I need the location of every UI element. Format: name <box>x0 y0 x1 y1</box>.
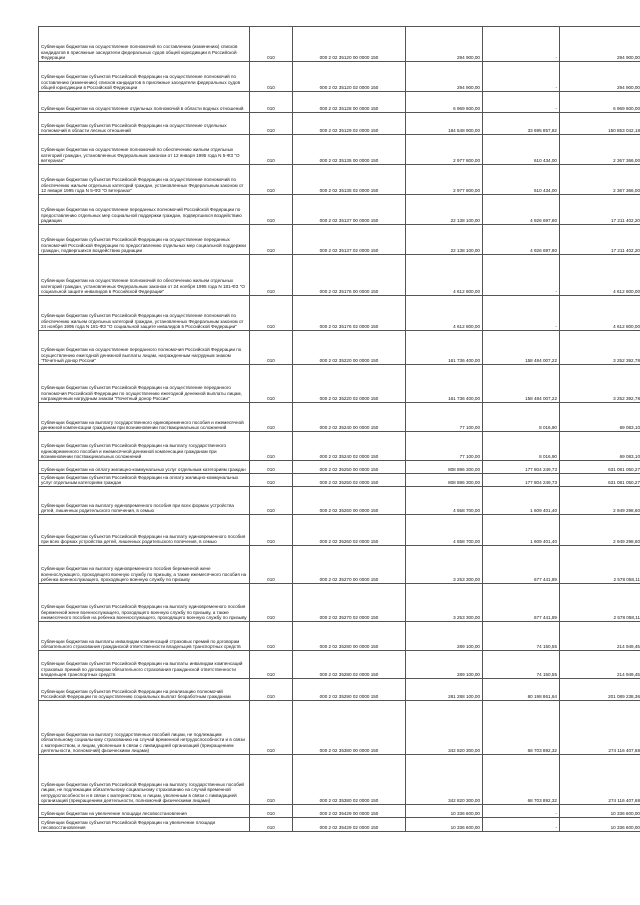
row-executed-cell: 610 434,00 <box>483 165 560 195</box>
row-code-cell: 010 <box>250 584 293 622</box>
row-name-cell: Субвенции бюджетам субъектов Российской Федерации на осуществление полномочий по обеспечению жильем отдельных категорий граждан, установленных Федеральным законом от 24 ноября 1995 года N 181-ФЗ "О социальной защите инвалидов в Российской Федерации" <box>39 296 250 331</box>
table-row <box>39 805 640 818</box>
table-row <box>39 651 640 679</box>
row-remainder-cell: 6 969 600,00 <box>560 92 640 113</box>
row-executed-cell: - <box>483 296 560 331</box>
row-kbk-cell: 000 2 02 35250 02 0000 150 <box>293 474 406 487</box>
row-code-cell: 010 <box>250 701 293 755</box>
row-approved-cell: 294 900,00 <box>406 62 483 92</box>
row-code-cell: 010 <box>250 165 293 195</box>
row-kbk-cell: 000 2 02 35176 00 0000 150 <box>293 255 406 296</box>
row-executed-cell: - <box>483 805 560 818</box>
row-remainder-cell: 69 083,10 <box>560 432 640 461</box>
table-row <box>39 755 640 805</box>
row-executed-cell: - <box>483 27 560 62</box>
row-approved-cell: 10 336 600,00 <box>406 818 483 832</box>
row-approved-cell: 294 900,00 <box>406 27 483 62</box>
row-kbk-cell: 000 2 02 35250 00 0000 150 <box>293 461 406 474</box>
row-approved-cell: 808 886 300,00 <box>406 474 483 487</box>
row-remainder-cell: 4 612 800,00 <box>560 296 640 331</box>
row-approved-cell: 342 820 300,00 <box>406 701 483 755</box>
table-row <box>39 331 640 365</box>
row-executed-cell: 4 926 697,80 <box>483 195 560 225</box>
table-row <box>39 296 640 331</box>
row-name-cell: Субвенции бюджетам субъектов Российской Федерации на увеличение площади лесовосстановления <box>39 818 250 832</box>
row-approved-cell: 10 336 600,00 <box>406 805 483 818</box>
row-approved-cell: 184 548 900,00 <box>406 113 483 135</box>
row-remainder-cell: 274 116 407,68 <box>560 701 640 755</box>
row-remainder-cell: 150 853 042,18 <box>560 113 640 135</box>
row-code-cell: 010 <box>250 331 293 365</box>
row-code-cell: 010 <box>250 225 293 255</box>
row-approved-cell: 22 138 100,00 <box>406 195 483 225</box>
row-approved-cell: 4 558 700,00 <box>406 515 483 546</box>
row-executed-cell: 80 198 861,64 <box>483 679 560 701</box>
row-kbk-cell: 000 2 02 35137 00 0000 150 <box>293 195 406 225</box>
row-code-cell: 010 <box>250 432 293 461</box>
row-remainder-cell: 17 211 402,20 <box>560 225 640 255</box>
row-kbk-cell: 000 2 02 35135 00 0000 150 <box>293 135 406 165</box>
row-kbk-cell: 000 2 02 35220 00 0000 150 <box>293 331 406 365</box>
budget-execution-table <box>38 26 640 832</box>
row-name-cell: Субвенции бюджетам на осуществление переданных полномочий Российской Федерации по предоставлению отдельных мер социальной поддержки граждан, подвергшихся воздействию радиации <box>39 195 250 225</box>
row-executed-cell: 74 150,55 <box>483 622 560 651</box>
row-approved-cell: 22 138 100,00 <box>406 225 483 255</box>
table-row <box>39 584 640 622</box>
row-remainder-cell: 2 367 366,00 <box>560 135 640 165</box>
table-row <box>39 515 640 546</box>
row-remainder-cell: 3 252 392,78 <box>560 365 640 403</box>
row-name-cell: Субвенции бюджетам субъектов Российской Федерации на выплаты инвалидам компенсаций страховых премий по договорам обязательного страхования гражданской ответственности владельцев транспортных средств <box>39 651 250 679</box>
row-kbk-cell: 000 2 02 35120 00 0000 150 <box>293 27 406 62</box>
row-code-cell: 010 <box>250 622 293 651</box>
row-code-cell: 010 <box>250 296 293 331</box>
table-row <box>39 679 640 701</box>
row-remainder-cell: 2 949 298,60 <box>560 515 640 546</box>
row-code-cell: 010 <box>250 403 293 432</box>
row-remainder-cell: 214 949,45 <box>560 651 640 679</box>
row-approved-cell: 77 100,00 <box>406 432 483 461</box>
row-name-cell: Субвенции бюджетам на выплату единовременного пособия при всех формах устройства детей, лишенных родительского попечения, в семью <box>39 487 250 515</box>
row-name-cell: Субвенции бюджетам на осуществление полномочий по составлению (изменению) списков кандидатов в присяжные заседатели федеральных судов общей юрисдикции в Российской Федерации <box>39 27 250 62</box>
row-kbk-cell: 000 2 02 35120 02 0000 150 <box>293 62 406 92</box>
table-row <box>39 487 640 515</box>
row-executed-cell: - <box>483 818 560 832</box>
row-executed-cell: 68 703 892,32 <box>483 701 560 755</box>
row-remainder-cell: 201 089 238,36 <box>560 679 640 701</box>
row-code-cell: 010 <box>250 62 293 92</box>
row-code-cell: 010 <box>250 195 293 225</box>
row-kbk-cell: 000 2 02 35137 02 0000 150 <box>293 225 406 255</box>
row-executed-cell: - <box>483 92 560 113</box>
row-code-cell: 010 <box>250 487 293 515</box>
table-body <box>39 27 640 832</box>
row-executed-cell: 177 804 249,73 <box>483 461 560 474</box>
row-kbk-cell: 000 2 02 35240 02 0000 150 <box>293 432 406 461</box>
row-kbk-cell: 000 2 02 35280 00 0000 150 <box>293 622 406 651</box>
row-kbk-cell: 000 2 02 35135 02 0000 150 <box>293 165 406 195</box>
row-code-cell: 010 <box>250 113 293 135</box>
row-approved-cell: 281 288 100,00 <box>406 679 483 701</box>
row-approved-cell: 289 100,00 <box>406 622 483 651</box>
row-kbk-cell: 000 2 02 35128 00 0000 150 <box>293 92 406 113</box>
row-remainder-cell: 214 949,45 <box>560 622 640 651</box>
row-remainder-cell: 294 900,00 <box>560 27 640 62</box>
table-row <box>39 135 640 165</box>
row-code-cell: 010 <box>250 546 293 584</box>
table-row <box>39 403 640 432</box>
row-name-cell: Субвенции бюджетам субъектов Российской Федерации на оплату жилищно-коммунальных услуг отдельным категориям граждан <box>39 474 250 487</box>
table-row <box>39 165 640 195</box>
row-name-cell: Субвенции бюджетам субъектов Российской Федерации на выплату единовременного пособия при всех формах устройства детей, лишенных родительского попечения, в семью <box>39 515 250 546</box>
row-name-cell: Субвенции бюджетам субъектов Российской Федерации на осуществление переданных полномочий Российской Федерации по предоставлению отдельных мер социальной поддержки граждан, подвергшихся воздействию радиации <box>39 225 250 255</box>
row-kbk-cell: 000 2 02 35240 00 0000 150 <box>293 403 406 432</box>
row-name-cell: Субвенции бюджетам на осуществление отдельных полномочий в области водных отношений <box>39 92 250 113</box>
row-remainder-cell: 4 612 800,00 <box>560 255 640 296</box>
table-row <box>39 432 640 461</box>
row-approved-cell: 4 612 800,00 <box>406 296 483 331</box>
row-approved-cell: 161 736 400,00 <box>406 331 483 365</box>
row-code-cell: 010 <box>250 651 293 679</box>
row-name-cell: Субвенции бюджетам на выплату государственных пособий лицам, не подлежащим обязательному социальному страхованию на случай временной нетрудоспособности и в связи с материнством, и лицам, уволенным в связи с ликвидацией организаций (прекращением деятельности, полномочий) физическими лицами) <box>39 701 250 755</box>
row-kbk-cell: 000 2 02 35429 00 0000 150 <box>293 805 406 818</box>
row-executed-cell: 1 609 401,40 <box>483 515 560 546</box>
row-executed-cell: 158 484 007,22 <box>483 365 560 403</box>
row-name-cell: Субвенции бюджетам субъектов Российской Федерации на выплату единовременного пособия беременной жене военнослужащего, проходящего военную службу по призыву, а также ежемесячного пособия на ребенка военнослужащего, проходящего военную службу по призыву <box>39 584 250 622</box>
table-row <box>39 474 640 487</box>
row-approved-cell: 4 612 800,00 <box>406 255 483 296</box>
row-remainder-cell: 274 116 407,68 <box>560 755 640 805</box>
row-code-cell: 010 <box>250 818 293 832</box>
row-remainder-cell: 17 211 402,20 <box>560 195 640 225</box>
row-code-cell: 010 <box>250 755 293 805</box>
row-kbk-cell: 000 2 02 35129 02 0000 150 <box>293 113 406 135</box>
row-remainder-cell: 2 949 298,60 <box>560 487 640 515</box>
row-name-cell: Субвенции бюджетам на выплату единовременного пособия беременной жене военнослужащего, проходящего военную службу по призыву, а также ежемесячного пособия на ребенка военнослужащего, проходящего военную службу по призыву <box>39 546 250 584</box>
row-kbk-cell: 000 2 02 35380 02 0000 150 <box>293 755 406 805</box>
row-kbk-cell: 000 2 02 35290 02 0000 150 <box>293 679 406 701</box>
row-kbk-cell: 000 2 02 35429 02 0000 150 <box>293 818 406 832</box>
table-row <box>39 113 640 135</box>
row-code-cell: 010 <box>250 255 293 296</box>
row-remainder-cell: 69 083,10 <box>560 403 640 432</box>
row-name-cell: Субвенции бюджетам на оплату жилищно-коммунальных услуг отдельным категориям граждан <box>39 461 250 474</box>
row-code-cell: 010 <box>250 461 293 474</box>
row-name-cell: Субвенции бюджетам на осуществление полномочий по обеспечению жильем отдельных категорий граждан, установленных Федеральным законом от 12 января 1995 года N 5-ФЗ "О ветеранах" <box>39 135 250 165</box>
row-approved-cell: 77 100,00 <box>406 403 483 432</box>
table-row <box>39 195 640 225</box>
row-name-cell: Субвенции бюджетам субъектов Российской Федерации на осуществление переданного полномочия Российской Федерации по осуществлению ежегодной денежной выплаты лицам, награжденным нагрудным знаком "Почетный донор России" <box>39 365 250 403</box>
row-kbk-cell: 000 2 02 35220 02 0000 150 <box>293 365 406 403</box>
row-approved-cell: 6 969 600,00 <box>406 92 483 113</box>
row-executed-cell: 8 016,90 <box>483 432 560 461</box>
table-row <box>39 622 640 651</box>
row-executed-cell: - <box>483 255 560 296</box>
row-remainder-cell: 10 336 600,00 <box>560 818 640 832</box>
row-code-cell: 010 <box>250 805 293 818</box>
row-name-cell: Субвенции бюджетам субъектов Российской Федерации на осуществление отдельных полномочий в области лесных отношений <box>39 113 250 135</box>
table-row <box>39 255 640 296</box>
row-name-cell: Субвенции бюджетам субъектов Российской Федерации на реализацию полномочий Российской Федерации по осуществлению социальных выплат безработным гражданам <box>39 679 250 701</box>
table-row <box>39 62 640 92</box>
table-row <box>39 225 640 255</box>
row-remainder-cell: 10 336 600,00 <box>560 805 640 818</box>
row-executed-cell: 8 016,90 <box>483 403 560 432</box>
row-code-cell: 010 <box>250 92 293 113</box>
table-row <box>39 546 640 584</box>
row-remainder-cell: 631 081 050,27 <box>560 474 640 487</box>
table-row <box>39 818 640 832</box>
row-remainder-cell: 2 367 366,00 <box>560 165 640 195</box>
row-code-cell: 010 <box>250 474 293 487</box>
row-executed-cell: 677 441,89 <box>483 546 560 584</box>
row-approved-cell: 3 253 300,00 <box>406 546 483 584</box>
row-executed-cell: 33 695 857,82 <box>483 113 560 135</box>
row-name-cell: Субвенции бюджетам субъектов Российской Федерации на выплату государственных пособий лицам, не подлежащим обязательному социальному страхованию на случай временной нетрудоспособности и в связи с материнством, и лицам, уволенным в связи с ликвидацией организаций (прекращением деятельности, полномочий физическими лицами) <box>39 755 250 805</box>
table-row <box>39 27 640 62</box>
row-approved-cell: 808 886 300,00 <box>406 461 483 474</box>
row-approved-cell: 161 736 400,00 <box>406 365 483 403</box>
row-executed-cell: 610 434,00 <box>483 135 560 165</box>
row-executed-cell: 4 926 697,80 <box>483 225 560 255</box>
row-name-cell: Субвенции бюджетам субъектов Российской Федерации на выплату государственного единовременного пособия и ежемесячной денежной компенсации гражданам при возникновении поствакцинальных осложнений <box>39 432 250 461</box>
row-kbk-cell: 000 2 02 35280 02 0000 150 <box>293 651 406 679</box>
row-kbk-cell: 000 2 02 35380 00 0000 150 <box>293 701 406 755</box>
row-approved-cell: 2 977 800,00 <box>406 165 483 195</box>
row-kbk-cell: 000 2 02 35176 02 0000 150 <box>293 296 406 331</box>
row-executed-cell: 177 804 249,73 <box>483 474 560 487</box>
table-row <box>39 701 640 755</box>
row-approved-cell: 342 820 300,00 <box>406 755 483 805</box>
row-name-cell: Субвенции бюджетам на осуществление полномочий по обеспечению жильем отдельных категорий граждан, установленных Федеральным законом от 24 ноября 1995 года N 181-ФЗ "О социальной защите инвалидов в Российской Федерации" <box>39 255 250 296</box>
row-code-cell: 010 <box>250 27 293 62</box>
row-approved-cell: 2 977 800,00 <box>406 135 483 165</box>
row-name-cell: Субвенции бюджетам субъектов Российской Федерации на осуществление полномочий по обеспечению жильем отдельных категорий граждан, установленных Федеральным законом от 12 января 1995 года N 5-ФЗ "О ветеранах" <box>39 165 250 195</box>
row-executed-cell: - <box>483 62 560 92</box>
row-kbk-cell: 000 2 02 35260 00 0000 150 <box>293 487 406 515</box>
row-code-cell: 010 <box>250 365 293 403</box>
row-approved-cell: 289 100,00 <box>406 651 483 679</box>
row-executed-cell: 1 609 401,40 <box>483 487 560 515</box>
row-name-cell: Субвенции бюджетам субъектов Российской Федерации на осуществление полномочий по составлению (изменению) списков кандидатов в присяжные заседатели федеральных судов общей юрисдикции в Российской Федерации <box>39 62 250 92</box>
row-executed-cell: 158 484 007,22 <box>483 331 560 365</box>
table-row <box>39 365 640 403</box>
row-executed-cell: 677 441,89 <box>483 584 560 622</box>
row-executed-cell: 68 703 892,32 <box>483 755 560 805</box>
row-kbk-cell: 000 2 02 35260 02 0000 150 <box>293 515 406 546</box>
row-name-cell: Субвенции бюджетам на выплаты инвалидам компенсаций страховых премий по договорам обязательного страхования гражданской ответственности владельцев транспортных средств <box>39 622 250 651</box>
row-kbk-cell: 000 2 02 35270 02 0000 150 <box>293 584 406 622</box>
row-remainder-cell: 3 252 392,78 <box>560 331 640 365</box>
row-approved-cell: 4 558 700,00 <box>406 487 483 515</box>
row-code-cell: 010 <box>250 515 293 546</box>
row-kbk-cell: 000 2 02 35270 00 0000 150 <box>293 546 406 584</box>
table-row <box>39 461 640 474</box>
row-approved-cell: 3 253 300,00 <box>406 584 483 622</box>
row-code-cell: 010 <box>250 679 293 701</box>
row-name-cell: Субвенции бюджетам на увеличение площади лесовосстановления <box>39 805 250 818</box>
row-code-cell: 010 <box>250 135 293 165</box>
row-remainder-cell: 294 900,00 <box>560 62 640 92</box>
row-executed-cell: 74 150,55 <box>483 651 560 679</box>
row-remainder-cell: 2 578 058,11 <box>560 584 640 622</box>
row-remainder-cell: 2 578 058,11 <box>560 546 640 584</box>
table-row <box>39 92 640 113</box>
row-remainder-cell: 631 081 050,27 <box>560 461 640 474</box>
row-name-cell: Субвенции бюджетам на выплату государственного единовременного пособия и ежемесячной денежной компенсации гражданам при возникновении поствакцинальных осложнений <box>39 403 250 432</box>
row-name-cell: Субвенции бюджетам на осуществление переданного полномочия Российской Федерации по осуществлению ежегодной денежной выплаты лицам, награжденным нагрудным знаком "Почетный донор России" <box>39 331 250 365</box>
